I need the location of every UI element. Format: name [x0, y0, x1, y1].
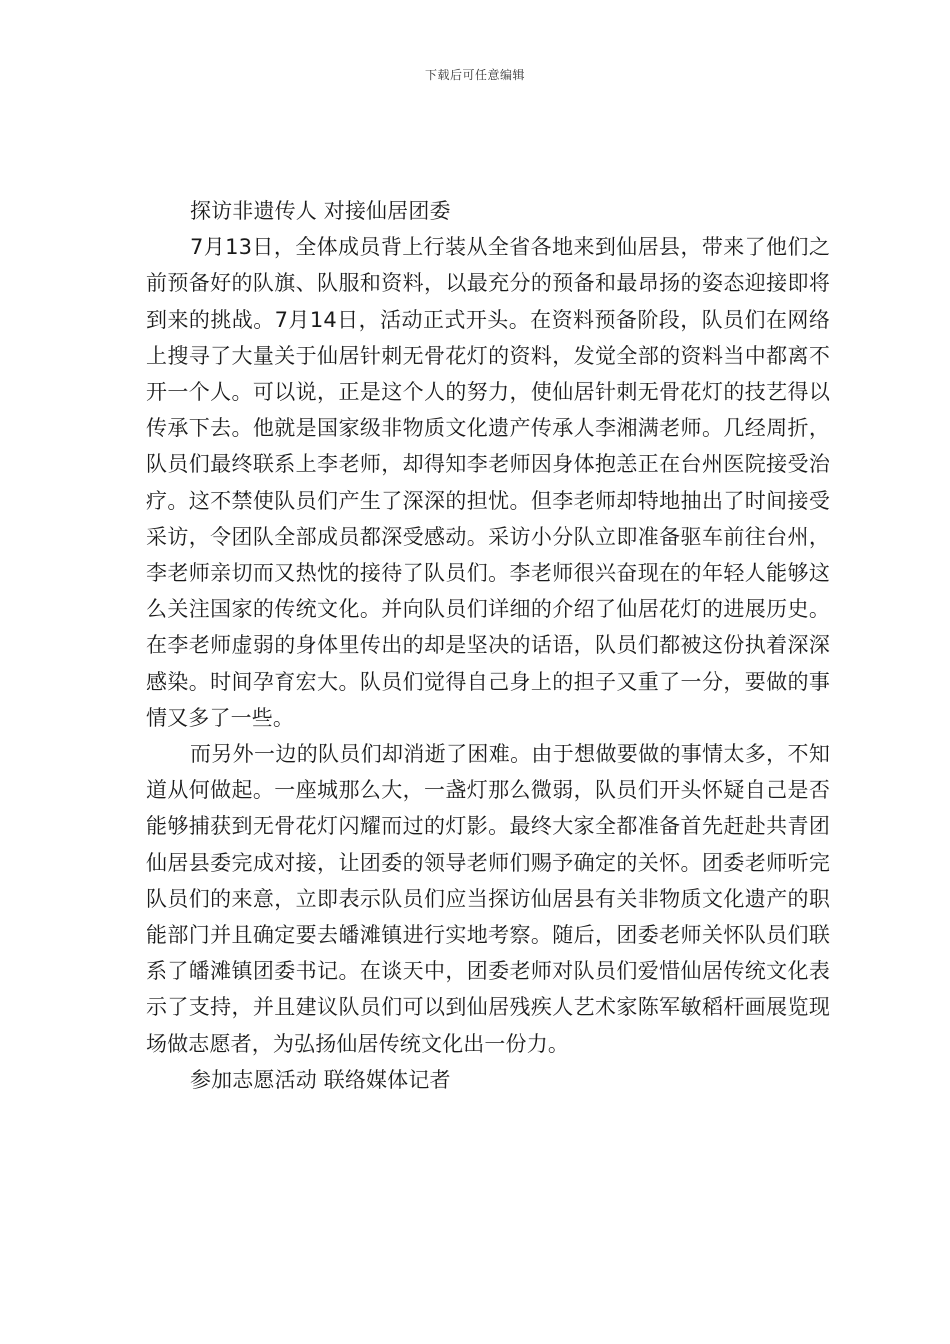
page-header-note: 下载后可任意编辑: [424, 68, 525, 82]
section-title: 参加志愿活动 联络媒体记者: [190, 1067, 451, 1092]
body-paragraph: 而另外一边的队员们却消逝了困难。由于想做要做的事情太多，不知道从何做起。一座城那么大，一盏灯那么微弱，队员们开头怀疑自己是否能够捕获到无骨花灯闪耀而过的灯影。最终大家全都准备首先赶赴共青团仙居县委完成对接，让团委的领导老师们赐予确定的关怀。团委老师听完队员们的来意，立即表示队员们应当探访仙居县有关非物质文化遗产的职能部门并且确定要去皤滩镇进行实地考察。随后，团委老师关怀队员们联系了皤滩镇团委书记。在谈天中，团委老师对队员们爱惜仙居传统文化表示了支持，并且建议队员们可以到仙居残疾人艺术家陈军敏稻杆画展览现场做志愿者，为弘扬仙居传统文化出一份力。: [146, 742, 830, 1056]
body-paragraph: 7月13日，全体成员背上行装从全省各地来到仙居县，带来了他们之前预备好的队旗、队服和资料，以最充分的预备和最昂扬的姿态迎接即将到来的挑战。7月14日，活动正式开头。在资料预备阶段，队员们在网络上搜寻了大量关于仙居针刺无骨花灯的资料，发觉全部的资料当中都离不开一个人。可以说，正是这个人的努力，使仙居针刺无骨花灯的技艺得以传承下去。他就是国家级非物质文化遗产传承人李湘满老师。几经周折，队员们最终联系上李老师，却得知李老师因身体抱恙正在台州医院接受治疗。这不禁使队员们产生了深深的担忧。但李老师却特地抽出了时间接受采访，令团队全部成员都深受感动。采访小分队立即准备驱车前往台州，李老师亲切而又热忱的接待了队员们。李老师很兴奋现在的年轻人能够这么关注国家的传统文化。并向队员们详细的介绍了仙居花灯的进展历史。在李老师虚弱的身体里传出的却是坚决的话语，队员们都被这份执着深深感染。时间孕育宏大。队员们觉得自己身上的担子又重了一分，要做的事情又多了一些。: [146, 235, 830, 730]
section-title: 探访非遗传人 对接仙居团委: [190, 199, 451, 223]
document-body: [146, 193, 830, 1098]
